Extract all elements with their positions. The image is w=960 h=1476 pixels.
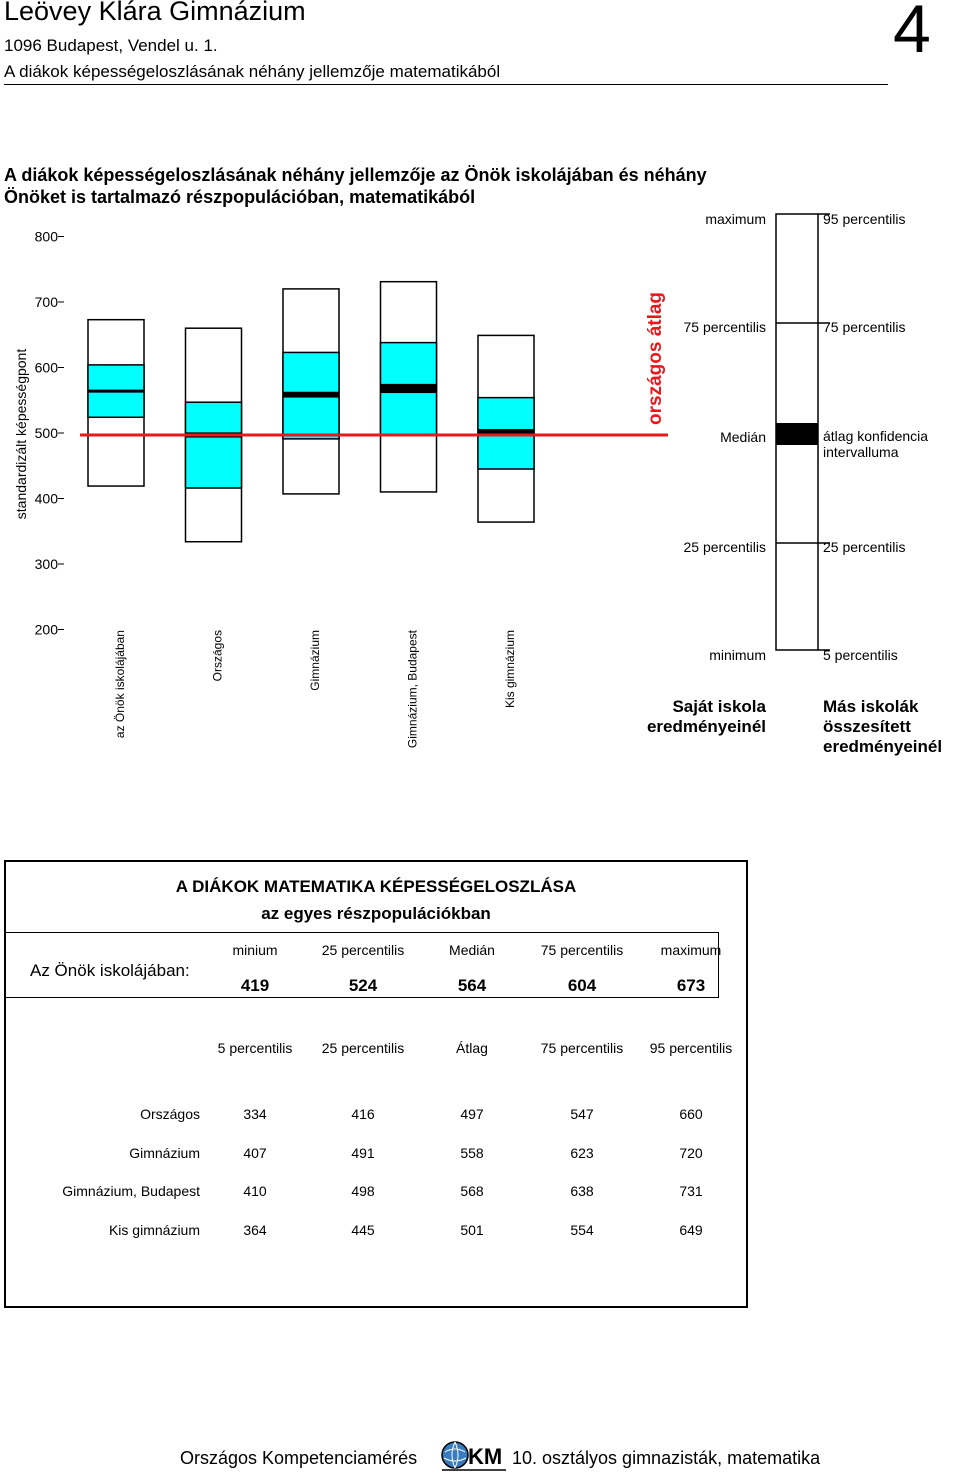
group-ci-bar	[381, 384, 437, 393]
group-header-p25: 25 percentilis	[321, 1040, 405, 1056]
group-header-p95: 95 percentilis	[649, 1040, 733, 1056]
own-header-p75: 75 percentilis	[540, 942, 624, 958]
legend-others-p5: 5 percentilis	[823, 647, 898, 663]
table-cell: 547	[570, 1106, 594, 1122]
category-label: Gimnázium	[308, 630, 322, 691]
table-cell: 568	[460, 1183, 484, 1199]
page-subtitle: A diákok képességeloszlásának néhány jellemzője matematikából	[4, 62, 501, 81]
table-subtitle: az egyes részpopulációkban	[261, 904, 491, 923]
own-school-label: Az Önök iskolájában:	[30, 961, 190, 980]
table-cell: 416	[351, 1106, 375, 1122]
table-title: A DIÁKOK MATEMATIKA KÉPESSÉGELOSZLÁSA	[175, 877, 577, 896]
category-labels	[113, 629, 517, 748]
table-row-label: Országos	[140, 1106, 200, 1122]
table-cell: 720	[679, 1144, 703, 1161]
legend-own-caption-2: eredményeinél	[646, 717, 766, 736]
own-value-min: 419	[240, 976, 270, 995]
legend-others-caption-3: eredményeinél	[823, 737, 943, 756]
table-cell: 407	[243, 1144, 267, 1161]
own-value-p25: 524	[348, 976, 378, 995]
table-cell: 364	[243, 1221, 267, 1238]
y-tick-label: 800	[34, 228, 58, 245]
table-cell: 445	[351, 1221, 375, 1238]
svg-text:KM: KM	[468, 1444, 503, 1469]
table-row-label: Gimnázium	[129, 1144, 200, 1161]
y-tick-label: 500	[34, 425, 58, 441]
own-value-p75: 604	[567, 976, 597, 995]
table-cell: 554	[570, 1221, 594, 1238]
school-name: Leövey Klára Gimnázium	[4, 0, 306, 26]
legend-own-median: Medián	[720, 429, 766, 445]
legend-others-p95: 95 percentilis	[823, 211, 906, 227]
legend-others-p25: 25 percentilis	[823, 539, 906, 555]
group-header-p5: 5 percentilis	[217, 1040, 293, 1056]
y-tick-label: 400	[34, 490, 58, 507]
group-header-p75: 75 percentilis	[540, 1040, 624, 1056]
legend-others-caption-1: Más iskolák	[823, 697, 919, 716]
group-header-mean: Átlag	[456, 1040, 488, 1056]
y-tick-label: 700	[34, 294, 58, 310]
boxes	[88, 282, 534, 542]
table-cell: 498	[351, 1183, 375, 1199]
own-value-median: 564	[457, 976, 487, 995]
legend-others-ci	[776, 423, 818, 445]
y-tick-label: 200	[34, 621, 58, 638]
section-title: A diákok képességeloszlásának néhány jellemzője az Önök iskolájában és néhány Önöket is tartalmazó részpopulációban, matematikából	[4, 165, 707, 207]
table-cell: 731	[679, 1183, 703, 1199]
category-label: Gimnázium, Budapest	[405, 630, 420, 749]
legend-others-ci-2: intervalluma	[823, 444, 899, 460]
table-cell: 649	[679, 1221, 703, 1238]
own-header-min: minium	[232, 942, 278, 958]
page-number: 4	[893, 0, 931, 67]
group-iqr-box	[186, 402, 242, 488]
table-cell: 638	[570, 1183, 594, 1199]
table-cell: 501	[460, 1221, 484, 1238]
national-average-label: országos átlag	[645, 291, 666, 425]
table-cell: 491	[351, 1144, 375, 1161]
y-axis	[35, 229, 64, 638]
category-label: Országos	[210, 630, 225, 682]
legend-own-max: maximum	[705, 211, 766, 227]
table-cell: 558	[460, 1144, 484, 1161]
legend-others-ci-1: átlag konfidencia	[823, 428, 929, 444]
table-row-label: Gimnázium, Budapest	[62, 1183, 200, 1199]
category-label: az Önök iskolájában	[113, 630, 127, 739]
table-cell: 334	[243, 1106, 267, 1122]
legend-own-min: minimum	[709, 647, 766, 663]
own-header-max: maximum	[660, 942, 722, 958]
table-row-label: Kis gimnázium	[108, 1221, 200, 1238]
y-tick-label: 300	[34, 556, 58, 572]
table-cell: 623	[570, 1144, 594, 1161]
footer-right: 10. osztályos gimnazisták, matematika	[512, 1448, 821, 1468]
table-cell: 497	[460, 1106, 484, 1122]
okm-logo-icon	[440, 1438, 508, 1472]
group-ci-bar	[283, 392, 339, 398]
distribution-table	[4, 860, 748, 1308]
own-header-median: Medián	[449, 942, 495, 958]
y-tick-label: 600	[34, 359, 58, 376]
legend-own-caption-1: Saját iskola	[672, 697, 766, 716]
legend-own-p75: 75 percentilis	[683, 319, 766, 335]
table-cell: 660	[679, 1106, 703, 1122]
school-address: 1096 Budapest, Vendel u. 1.	[4, 36, 218, 55]
legend-own	[647, 211, 818, 736]
y-axis-label: standardizált képességpont	[13, 348, 29, 520]
category-label: Kis gimnázium	[503, 630, 517, 709]
own-value-max: 673	[676, 976, 706, 995]
footer-left: Országos Kompetenciamérés	[180, 1448, 418, 1468]
legend-others-caption-2: összesített	[823, 717, 911, 736]
legend-others-p75: 75 percentilis	[823, 319, 906, 335]
own-header-p25: 25 percentilis	[321, 942, 405, 958]
table-cell: 410	[243, 1183, 267, 1199]
legend-own-p25: 25 percentilis	[683, 539, 766, 555]
